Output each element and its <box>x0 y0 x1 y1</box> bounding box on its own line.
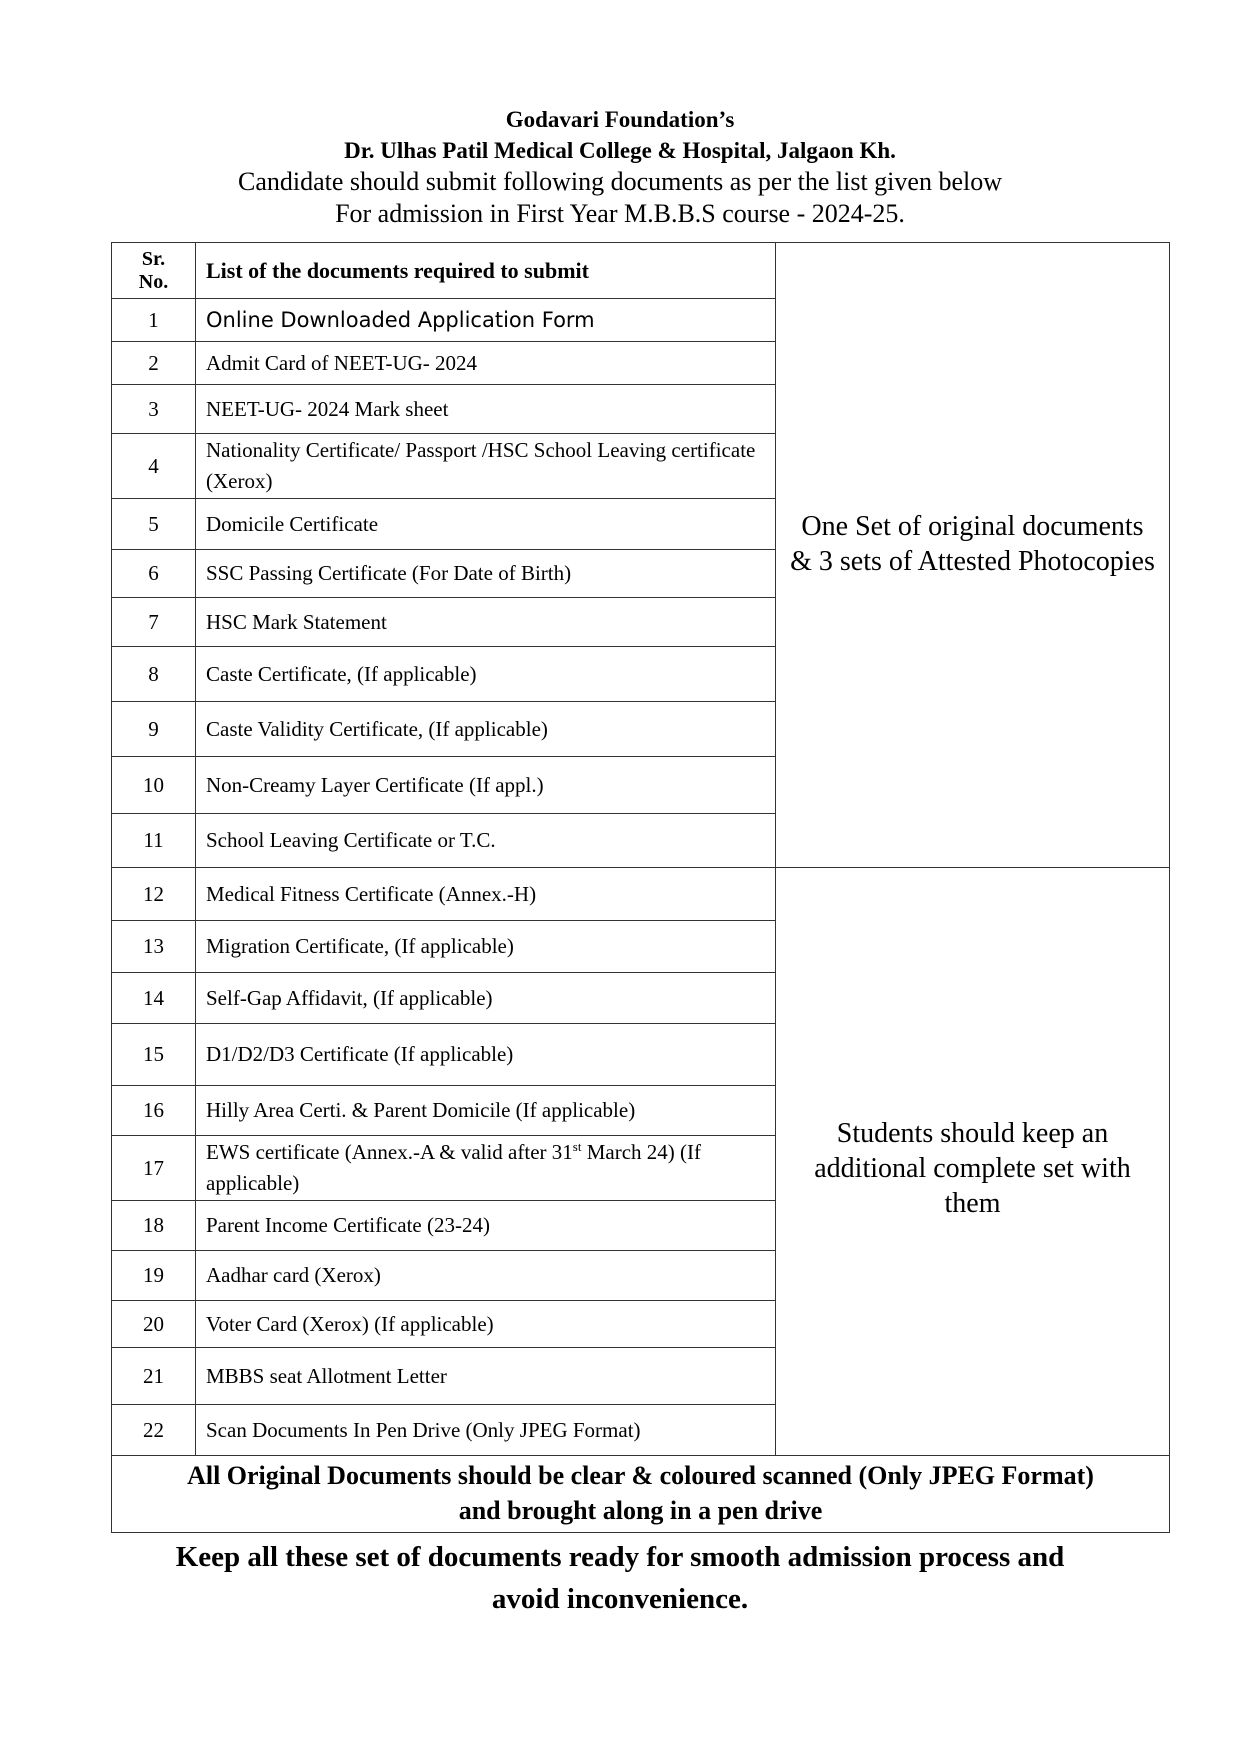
row-sr: 4 <box>112 434 196 499</box>
row-sr: 8 <box>112 647 196 702</box>
row-document: Voter Card (Xerox) (If applicable) <box>196 1301 776 1348</box>
column-header-sr <box>112 243 196 299</box>
college-name: Dr. Ulhas Patil Medical College & Hospital, Jalgaon Kh. <box>344 138 896 163</box>
row-document: Admit Card of NEET-UG- 2024 <box>196 342 776 385</box>
row-sr: 6 <box>112 550 196 598</box>
row-sr: 15 <box>112 1024 196 1086</box>
row-sr: 9 <box>112 702 196 757</box>
row-document: Caste Validity Certificate, (If applicable) <box>196 702 776 757</box>
row-document: Medical Fitness Certificate (Annex.-H) <box>196 868 776 921</box>
row-sr: 3 <box>112 385 196 434</box>
closing-note-line1: Keep all these set of documents ready for smooth admission process and <box>175 1541 1065 1573</box>
row-document <box>196 1136 776 1201</box>
row-document: Non-Creamy Layer Certificate (If appl.) <box>196 757 776 814</box>
row-document: SSC Passing Certificate (For Date of Birth) <box>196 550 776 598</box>
row-sr: 21 <box>112 1348 196 1405</box>
row-document: Nationality Certificate/ Passport /HSC School Leaving certificate (Xerox) <box>196 434 776 499</box>
row-sr: 18 <box>112 1201 196 1251</box>
scan-instruction-line1: All Original Documents should be clear & coloured scanned (Only JPEG Format) <box>187 1461 1094 1490</box>
row-sr: 22 <box>112 1405 196 1456</box>
row-document: Migration Certificate, (If applicable) <box>196 921 776 973</box>
row-sr: 16 <box>112 1086 196 1136</box>
scan-instruction <box>112 1456 1170 1533</box>
row-sr: 17 <box>112 1136 196 1201</box>
document-header <box>0 104 1240 230</box>
row-document: HSC Mark Statement <box>196 598 776 647</box>
row-document: D1/D2/D3 Certificate (If applicable) <box>196 1024 776 1086</box>
column-header-documents: List of the documents required to submit <box>196 243 776 299</box>
row-document: Domicile Certificate <box>196 499 776 550</box>
row-sr: 12 <box>112 868 196 921</box>
row-document-part: EWS certificate (Annex.-A & valid after 31 <box>206 1140 573 1164</box>
row-sr: 11 <box>112 814 196 868</box>
note-original-documents: One Set of original documents & 3 sets of Attested Photocopies <box>776 243 1170 868</box>
closing-note-line2: avoid inconvenience. <box>491 1583 749 1615</box>
row-document-superscript: st <box>572 1139 582 1154</box>
row-sr: 13 <box>112 921 196 973</box>
row-document: Aadhar card (Xerox) <box>196 1251 776 1301</box>
row-document: Caste Certificate, (If applicable) <box>196 647 776 702</box>
row-document: School Leaving Certificate or T.C. <box>196 814 776 868</box>
row-sr: 5 <box>112 499 196 550</box>
column-header-sr-line2: No. <box>138 270 169 293</box>
instruction-text: Candidate should submit following documents as per the list given below <box>237 167 1002 196</box>
row-document: MBBS seat Allotment Letter <box>196 1348 776 1405</box>
row-document: Hilly Area Certi. & Parent Domicile (If applicable) <box>196 1086 776 1136</box>
row-sr: 20 <box>112 1301 196 1348</box>
row-document: NEET-UG- 2024 Mark sheet <box>196 385 776 434</box>
closing-note <box>0 1536 1240 1620</box>
row-sr: 2 <box>112 342 196 385</box>
row-document: Online Downloaded Application Form <box>196 299 776 342</box>
row-document-part: March 24) (If applicable) <box>206 1140 701 1195</box>
table-footer-row <box>112 1456 1170 1533</box>
documents-table <box>111 242 1170 1533</box>
note-additional-set: Students should keep an additional complete set with them <box>776 868 1170 1456</box>
row-sr: 1 <box>112 299 196 342</box>
foundation-name: Godavari Foundation’s <box>505 107 735 132</box>
row-sr: 19 <box>112 1251 196 1301</box>
course-text: For admission in First Year M.B.B.S course - 2024-25. <box>335 199 905 228</box>
row-document: Parent Income Certificate (23-24) <box>196 1201 776 1251</box>
table-header-row <box>112 243 1170 299</box>
row-sr: 7 <box>112 598 196 647</box>
row-sr: 10 <box>112 757 196 814</box>
column-header-sr-line1: Sr. <box>141 247 166 270</box>
row-sr: 14 <box>112 973 196 1024</box>
row-document: Self-Gap Affidavit, (If applicable) <box>196 973 776 1024</box>
scan-instruction-line2: and brought along in a pen drive <box>458 1496 823 1525</box>
table-row <box>112 868 1170 921</box>
row-document: Scan Documents In Pen Drive (Only JPEG Format) <box>196 1405 776 1456</box>
